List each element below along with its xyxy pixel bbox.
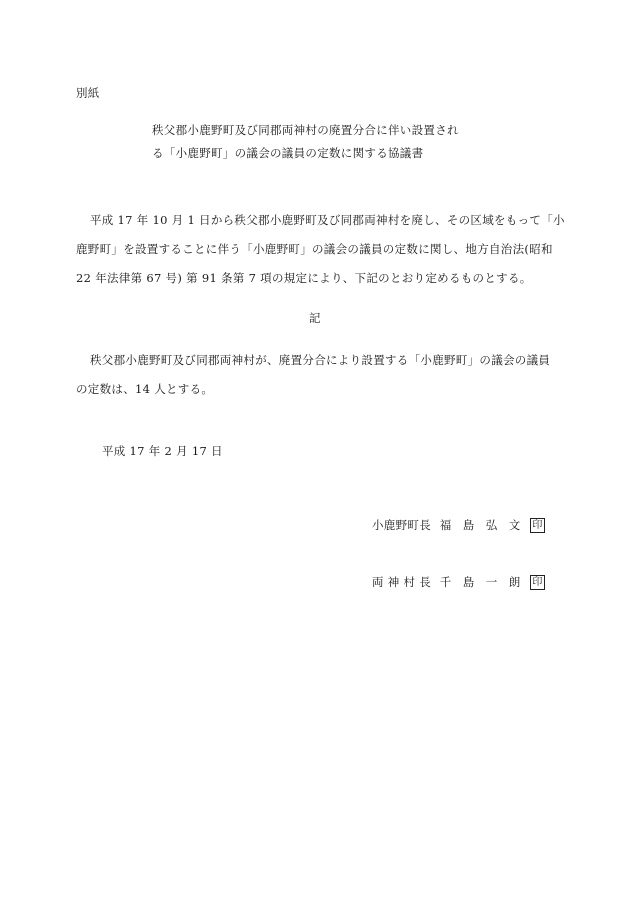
body-text-line-1: 平成 17 年 10 月 1 日から秩父郡小鹿野町及び同郡両神村を廃し、その区域をもって「小 (90, 213, 565, 227)
signatory-title: 小鹿野町長 (372, 518, 431, 532)
name-char: 朗 (508, 575, 521, 589)
signatory-title: 両 神 村 長 (372, 575, 432, 589)
resolution-text-line-2: の定数は、14 人とする。 (76, 382, 214, 396)
name-char: 福 (439, 518, 452, 532)
signatory-name (434, 517, 526, 533)
body-text-line-2: 鹿野町」を設置することに伴う「小鹿野町」の議会の議員の定数に関し、地方自治法(昭和 (76, 242, 553, 256)
document-title-line-2: る「小鹿野町」の議会の議員の定数に関する協議書 (152, 146, 424, 160)
signatory-name (434, 574, 526, 590)
seal-mark: 印 (530, 518, 545, 533)
body-text-line-3: 22 年法律第 67 号) 第 91 条第 7 項の規定により、下記のとおり定めるものとする。 (76, 271, 532, 285)
signature-block-village-head (372, 574, 545, 590)
document-title-line-1: 秩父郡小鹿野町及び同郡両神村の廃置分合に伴い設置され (152, 123, 459, 137)
ki-heading: 記 (309, 311, 321, 325)
name-char: 千 (439, 575, 452, 589)
document-date: 平成 17 年 2 月 17 日 (102, 444, 223, 458)
name-char: 一 (485, 575, 498, 589)
name-char: 弘 (485, 518, 498, 532)
seal-mark: 印 (530, 575, 545, 590)
name-char: 島 (462, 518, 475, 532)
attachment-label: 別紙 (76, 86, 100, 100)
name-char: 文 (508, 518, 521, 532)
name-char: 島 (462, 575, 475, 589)
signature-block-mayor (372, 517, 545, 533)
resolution-text-line-1: 秩父郡小鹿野町及び同郡両神村が、廃置分合により設置する「小鹿野町」の議会の議員 (90, 353, 551, 367)
